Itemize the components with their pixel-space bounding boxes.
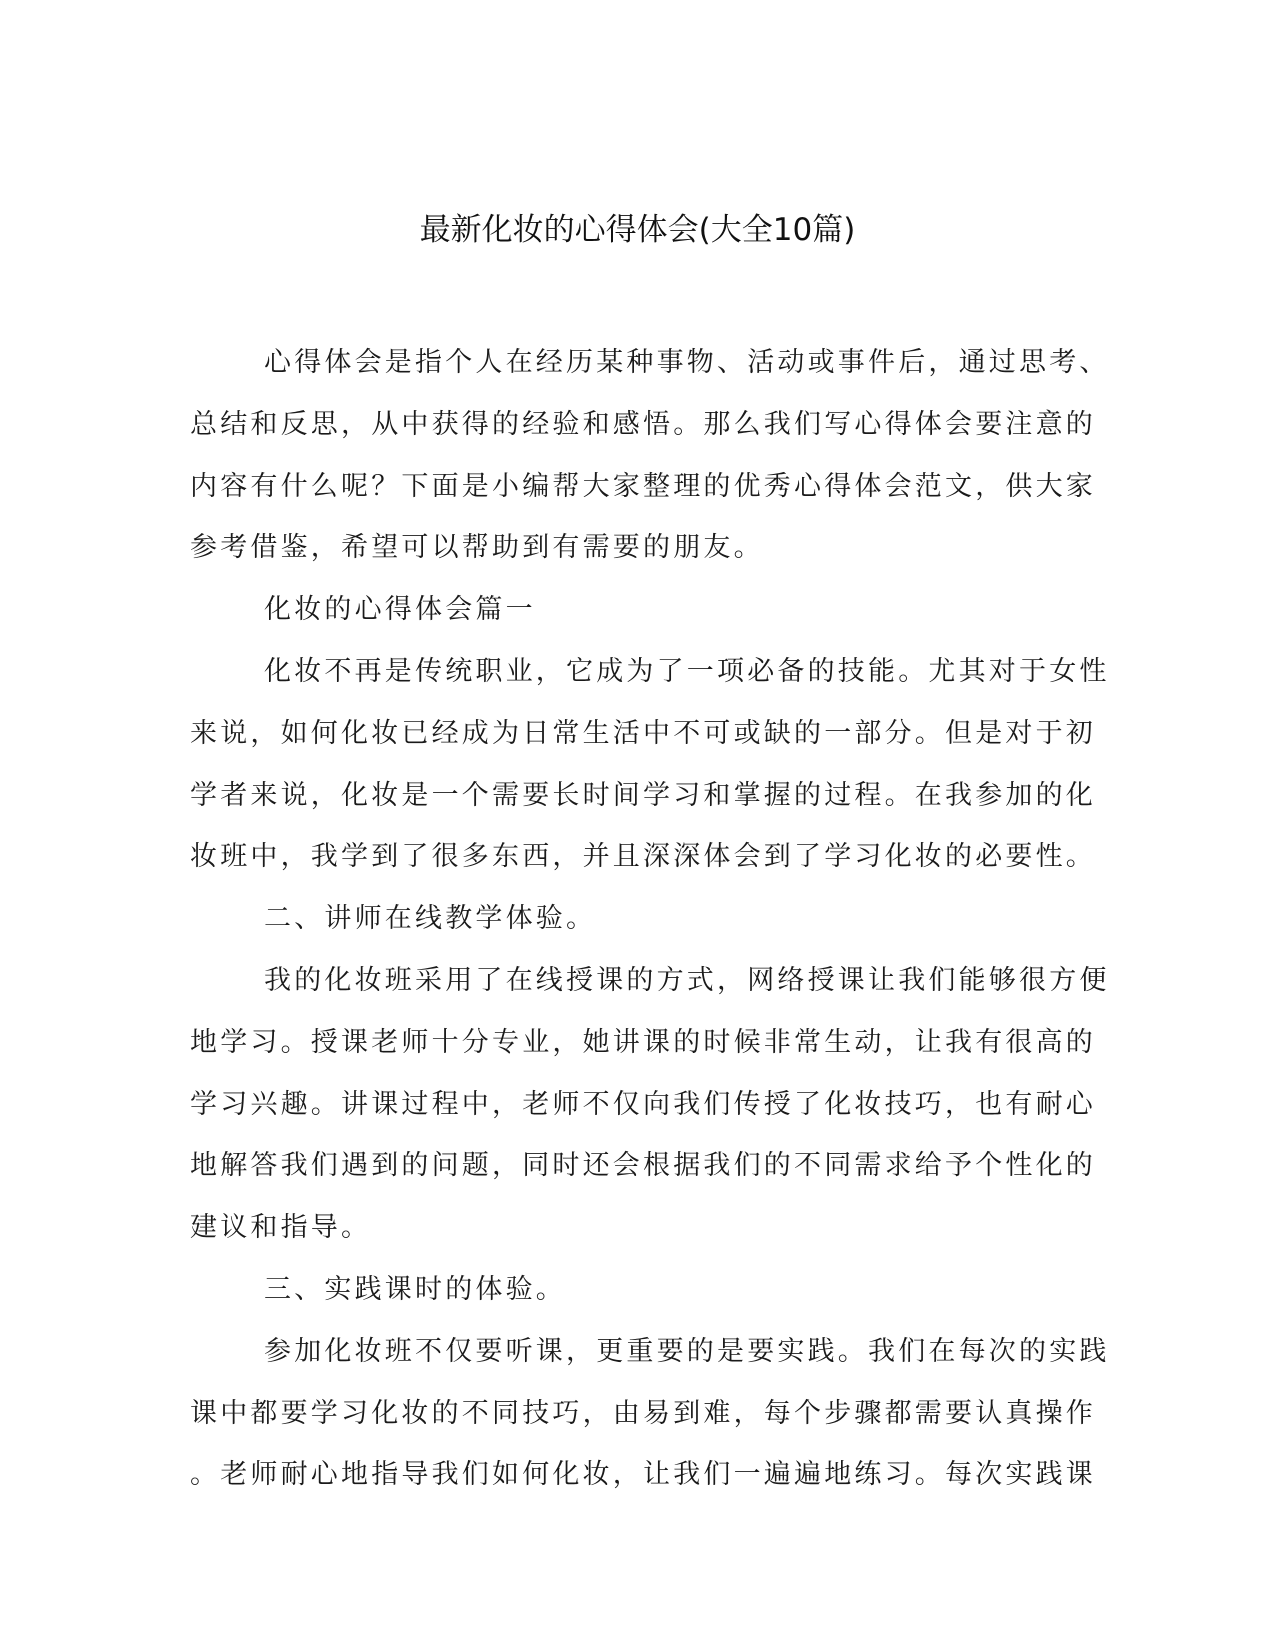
paragraph-line: 参加化妆班不仅要听课，更重要的是要实践。我们在每次的实践 bbox=[264, 1335, 1110, 1367]
paragraph-line: 我的化妆班采用了在线授课的方式，网络授课让我们能够很方便 bbox=[264, 964, 1110, 996]
paragraph-line: 学者来说，化妆是一个需要长时间学习和掌握的过程。在我参加的化 bbox=[190, 779, 1096, 811]
paragraph-line: 。老师耐心地指导我们如何化妆，让我们一遍遍地练习。每次实践课 bbox=[190, 1459, 1096, 1491]
paragraph-line: 地解答我们遇到的问题，同时还会根据我们的不同需求给予个性化的 bbox=[190, 1150, 1096, 1182]
paragraph-line: 参考借鉴，希望可以帮助到有需要的朋友。 bbox=[190, 532, 764, 564]
section-heading: 三、实践课时的体验。 bbox=[264, 1273, 566, 1305]
paragraph-line: 内容有什么呢？下面是小编帮大家整理的优秀心得体会范文，供大家 bbox=[190, 470, 1096, 502]
paragraph-line: 总结和反思，从中获得的经验和感悟。那么我们写心得体会要注意的 bbox=[190, 408, 1096, 440]
section-heading: 化妆的心得体会篇一 bbox=[264, 594, 536, 626]
section-heading: 二、讲师在线教学体验。 bbox=[264, 903, 597, 935]
paragraph-line: 化妆不再是传统职业，它成为了一项必备的技能。尤其对于女性 bbox=[264, 655, 1110, 687]
document-title: 最新化妆的心得体会(大全10篇) bbox=[419, 212, 856, 248]
paragraph-line: 建议和指导。 bbox=[190, 1212, 372, 1244]
paragraph-line: 心得体会是指个人在经历某种事物、活动或事件后，通过思考、 bbox=[264, 347, 1110, 378]
document-body bbox=[190, 332, 1110, 1506]
paragraph-line: 学习兴趣。讲课过程中，老师不仅向我们传授了化妆技巧，也有耐心 bbox=[190, 1088, 1096, 1120]
paragraph-line: 课中都要学习化妆的不同技巧，由易到难，每个步骤都需要认真操作 bbox=[190, 1397, 1096, 1429]
paragraph-line: 妆班中，我学到了很多东西，并且深深体会到了学习化妆的必要性。 bbox=[190, 841, 1096, 873]
paragraph-line: 地学习。授课老师十分专业，她讲课的时候非常生动，让我有很高的 bbox=[190, 1026, 1096, 1058]
paragraph-line: 来说，如何化妆已经成为日常生活中不可或缺的一部分。但是对于初 bbox=[190, 717, 1096, 749]
